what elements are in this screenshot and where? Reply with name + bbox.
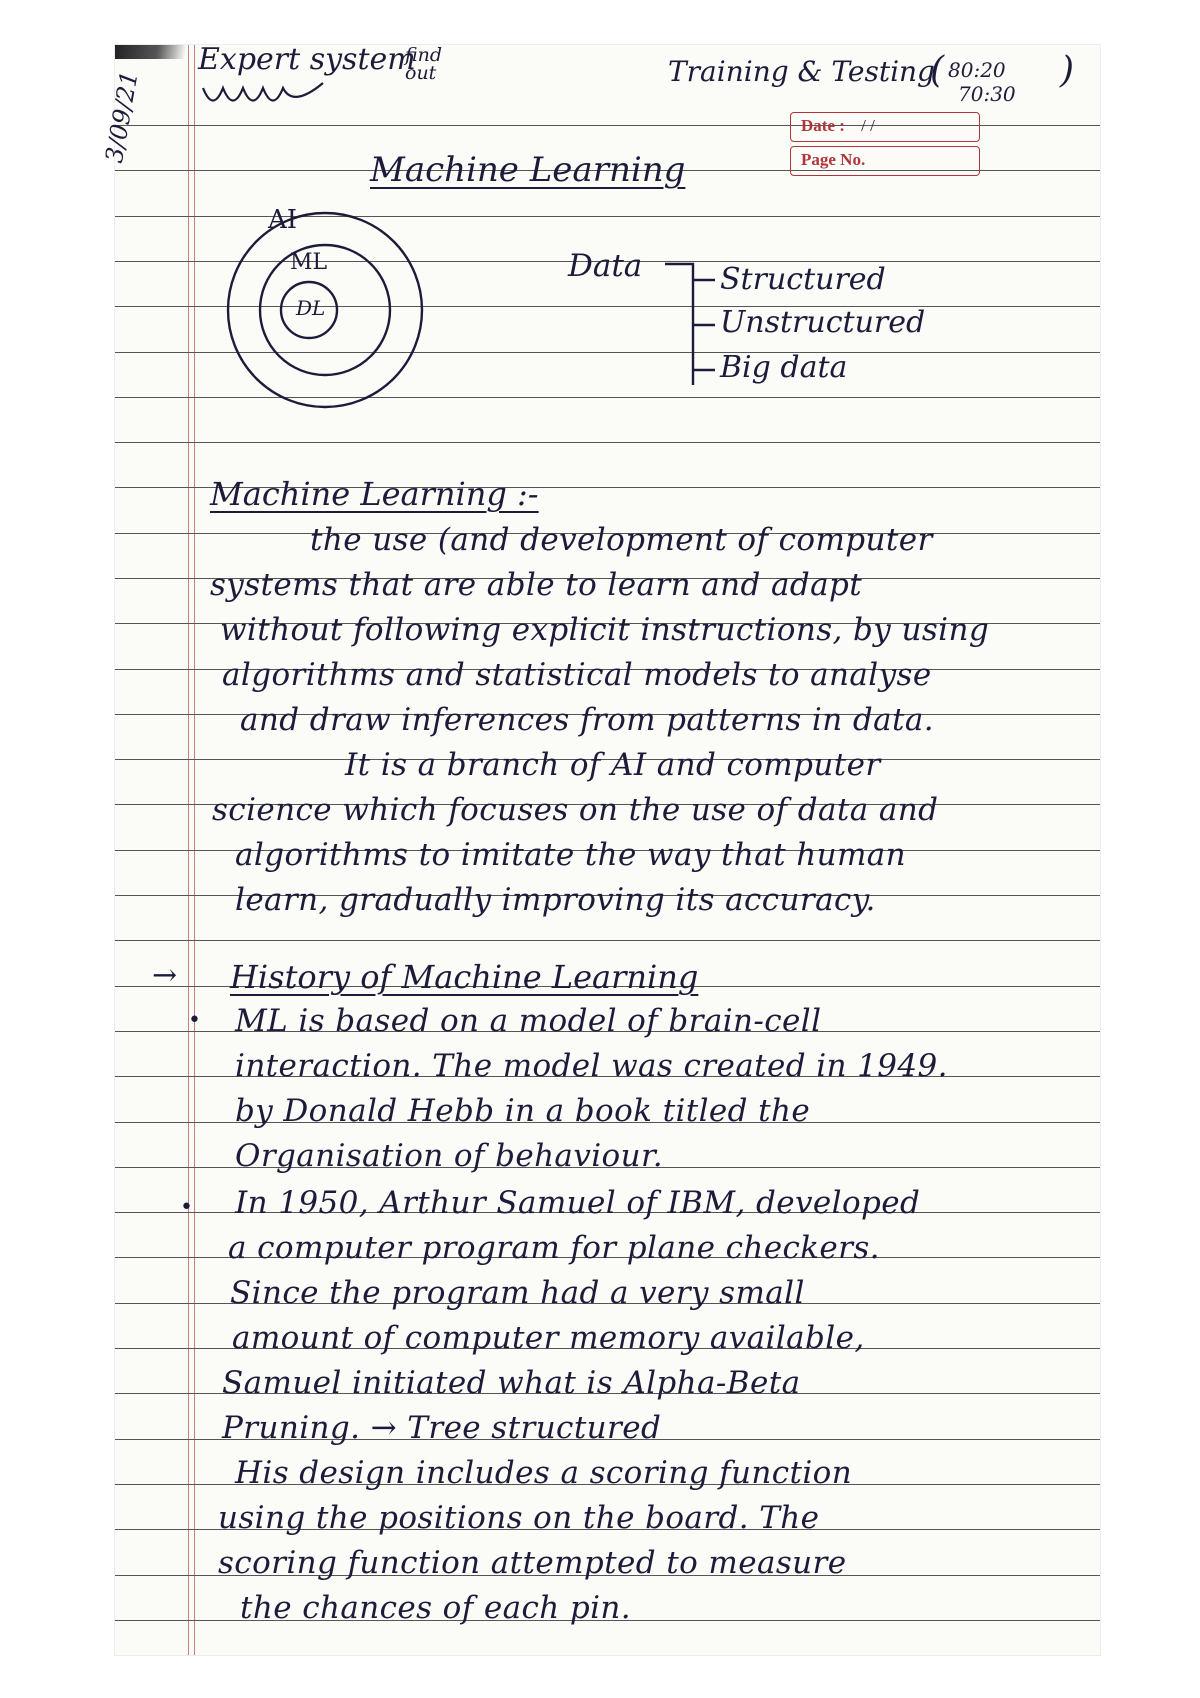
history-line: Samuel initiated what is Alpha-Beta — [222, 1365, 801, 1401]
data-type-unstructured: Unstructured — [720, 305, 926, 340]
history-line: In 1950, Arthur Samuel of IBM, developed — [235, 1185, 921, 1221]
arrow-marker: → — [152, 958, 178, 993]
history-line: His design includes a scoring function — [235, 1455, 853, 1491]
diagram-dl-label: DL — [296, 296, 326, 320]
history-line: Pruning. → Tree structured — [222, 1410, 662, 1446]
definition-line: systems that are able to learn and adapt — [210, 567, 863, 603]
definition-line: It is a branch of AI and computer — [345, 747, 881, 783]
diagram-ml-label: ML — [290, 250, 328, 275]
definition-line: algorithms and statistical models to analyse — [222, 657, 932, 693]
data-type-structured: Structured — [720, 262, 886, 297]
ratio-bottom: 70:30 — [958, 82, 1016, 106]
ai-ml-dl-diagram — [225, 205, 435, 415]
data-type-big-data: Big data — [720, 350, 848, 385]
paren-close: ) — [1060, 50, 1075, 91]
page-title: Machine Learning — [370, 150, 686, 190]
history-line: interaction. The model was created in 1949. — [235, 1048, 948, 1084]
expert-system-note: Expert system — [198, 42, 416, 77]
ratio-top: 80:20 — [948, 58, 1006, 82]
paren-open: ( — [930, 50, 945, 91]
ruled-line — [115, 940, 1100, 941]
definition-line: science which focuses on the use of data and — [212, 792, 939, 828]
history-line: the chances of each pin. — [240, 1590, 632, 1626]
date-value: / / — [861, 116, 875, 135]
definition-line: without following explicit instructions, by using — [220, 612, 990, 648]
date-box — [790, 112, 980, 142]
date-label: Date : — [801, 116, 845, 135]
history-line: Since the program had a very small — [230, 1275, 805, 1311]
find-out-note: find out — [405, 44, 443, 84]
definition-line: and draw inferences from patterns in data. — [240, 702, 934, 738]
definition-line: learn, gradually improving its accuracy. — [235, 882, 876, 918]
history-heading: History of Machine Learning — [230, 958, 699, 996]
bullet: • — [188, 1008, 201, 1033]
page-no-box — [790, 146, 980, 176]
scribble-underline — [198, 78, 328, 118]
side-date: 3/09/21 — [100, 68, 144, 165]
history-line: amount of computer memory available, — [232, 1320, 865, 1356]
data-bracket — [665, 250, 725, 400]
training-testing-note: Training & Testing — [668, 55, 935, 88]
bullet: • — [180, 1195, 193, 1220]
history-line: scoring function attempted to measure — [218, 1545, 847, 1581]
history-line: using the positions on the board. The — [218, 1500, 820, 1536]
ml-definition-heading: Machine Learning :- — [210, 475, 539, 513]
ruled-line — [115, 442, 1100, 443]
history-line: ML is based on a model of brain-cell — [235, 1003, 822, 1039]
page-corner-shadow — [115, 45, 185, 59]
definition-line: the use (and development of computer — [310, 522, 933, 558]
diagram-ai-label: AI — [268, 205, 298, 235]
page-no-label: Page No. — [801, 150, 866, 169]
data-label: Data — [568, 248, 643, 284]
history-line: a computer program for plane checkers. — [228, 1230, 880, 1266]
history-line: by Donald Hebb in a book titled the — [235, 1093, 811, 1129]
history-line: Organisation of behaviour. — [235, 1138, 664, 1174]
definition-line: algorithms to imitate the way that human — [235, 837, 907, 873]
